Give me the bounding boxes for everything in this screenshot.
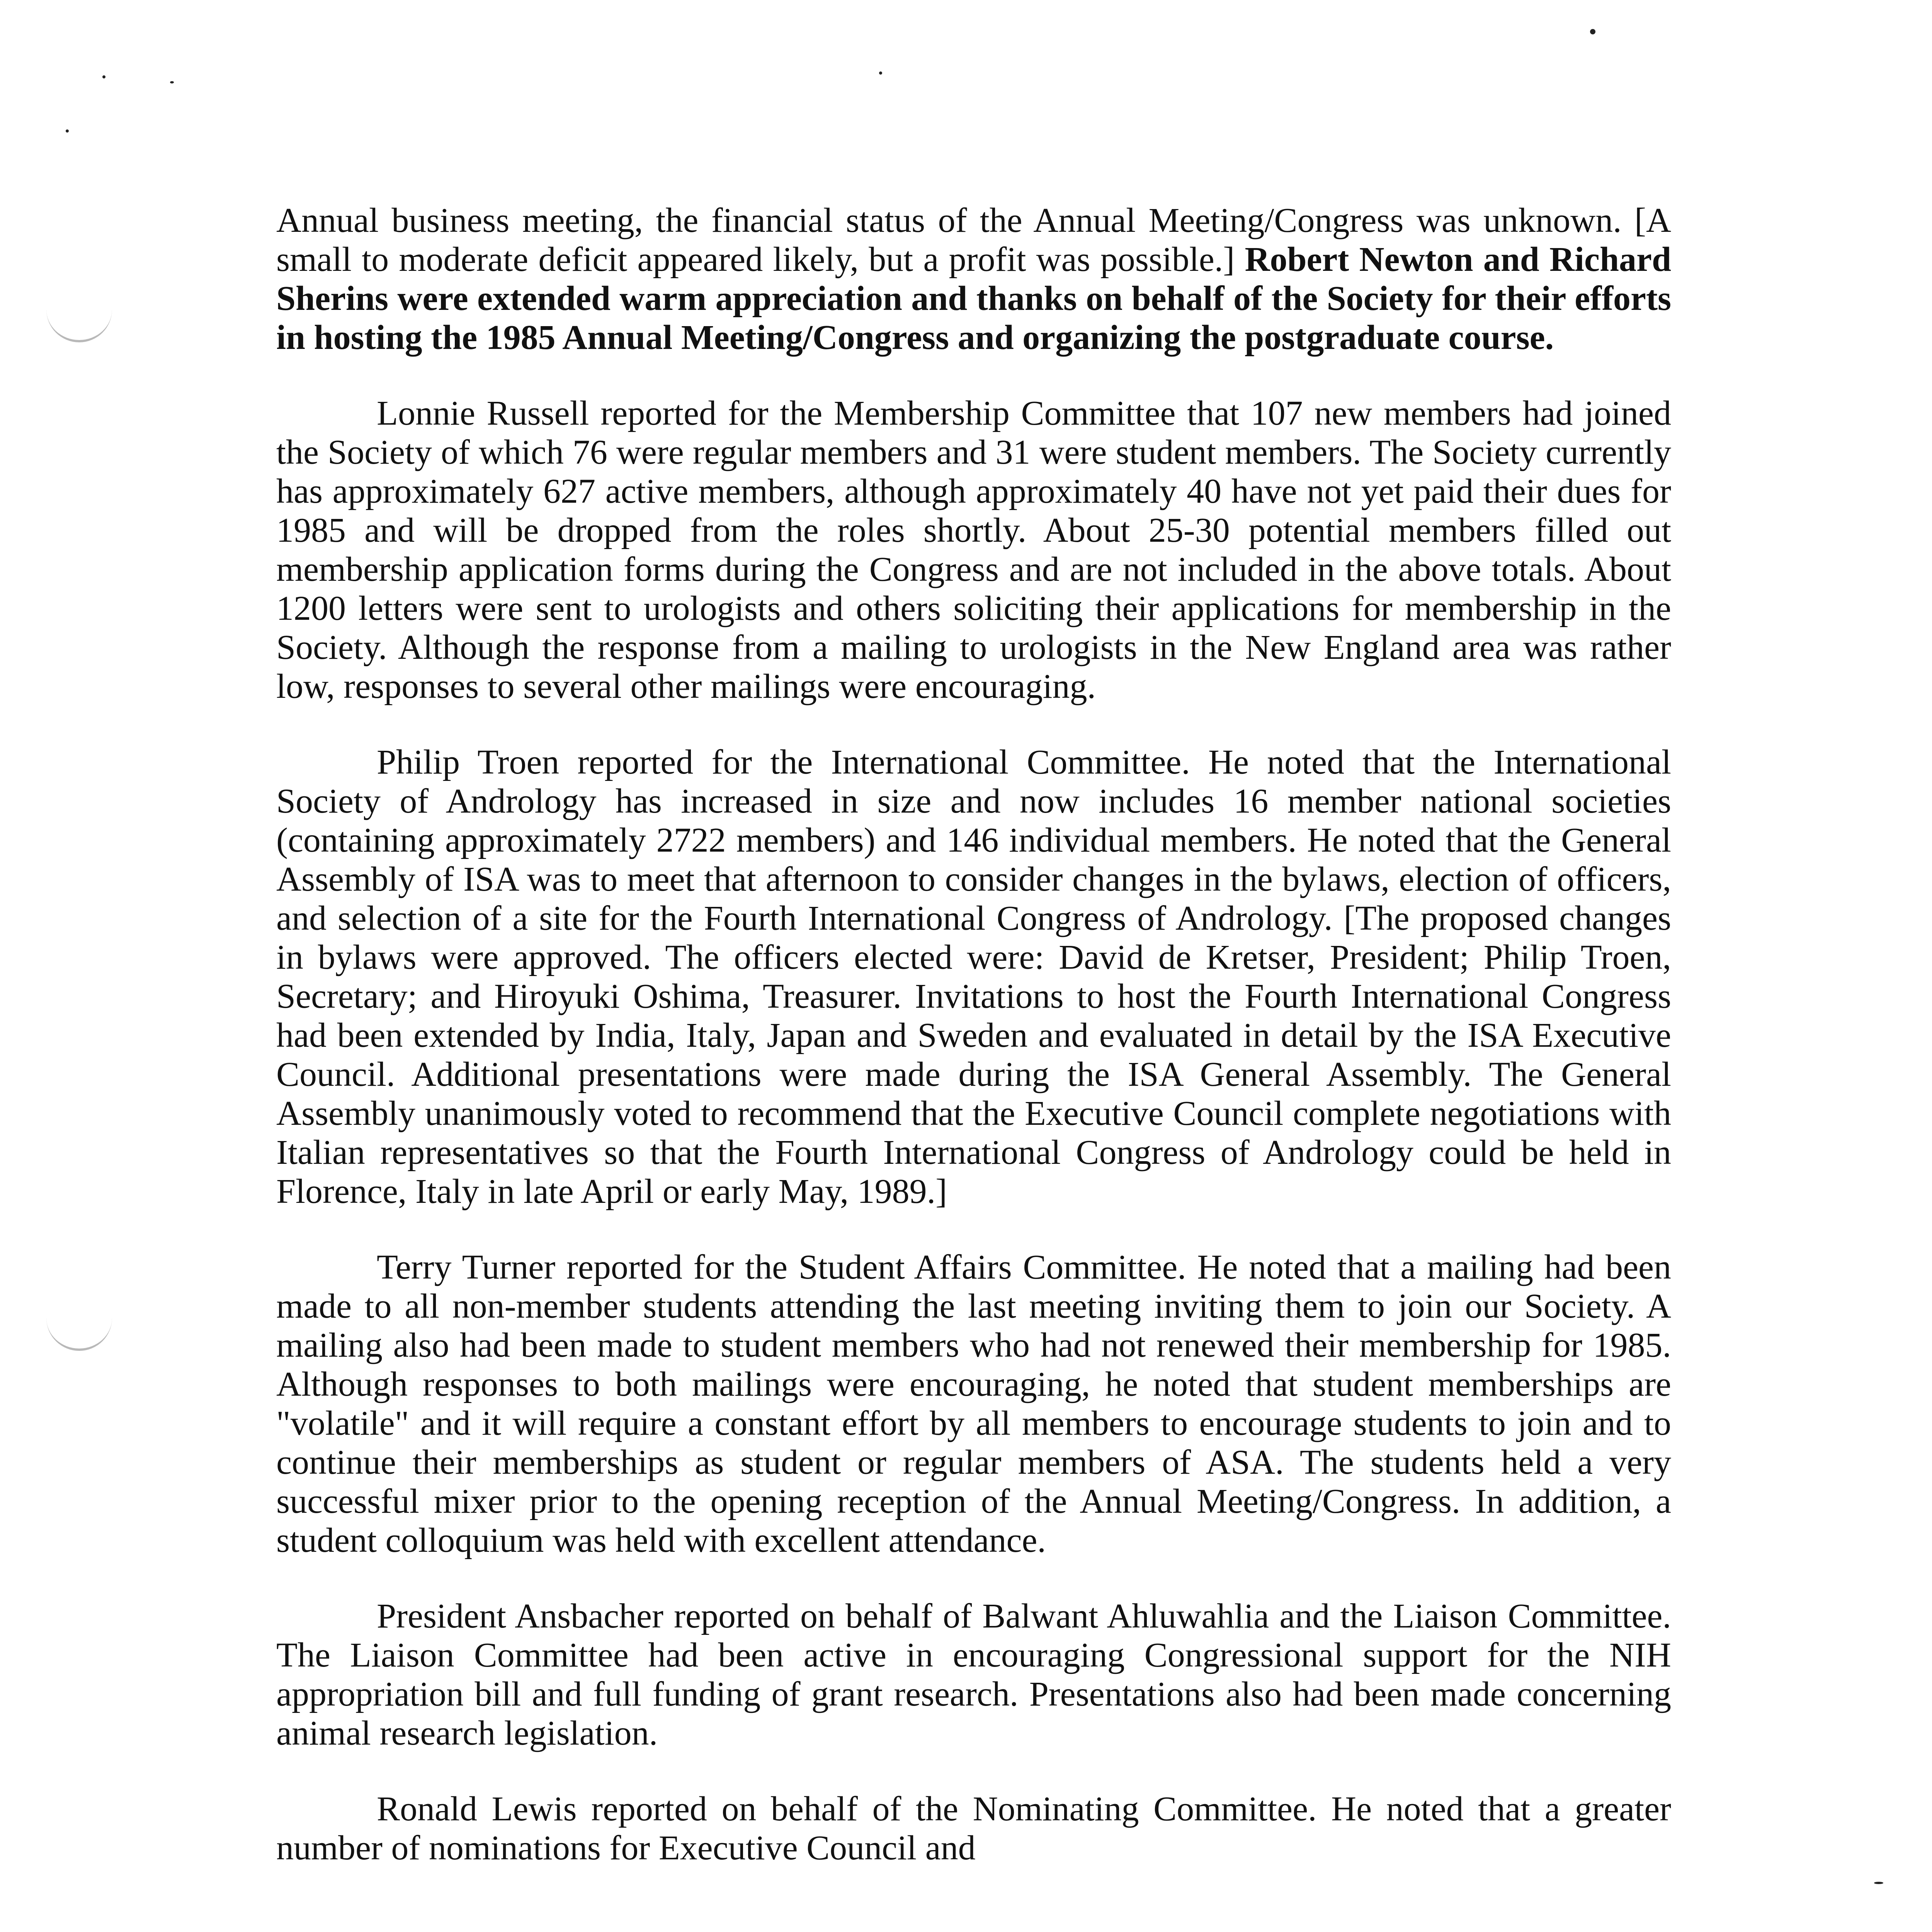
paragraph-text: Lonnie Russell reported for the Membership Committee that 107 new members had joined the Society of which 76 were regular members and 31 were student members. The Society currently has approximately 627 active members, although approximately 40 have not yet paid their dues for 1985 and will be dropped from the roles shortly. About 25-30 potential members filled out membership application forms during the Congress and are not included in the above totals. About 1200 letters were sent to urologists and others soliciting their applications for membership in the Society. Although the response from a mailing to urologists in the New England area was rather low, responses to several other mailings were encouraging. bbox=[276, 394, 1671, 706]
paragraph-text: Ronald Lewis reported on behalf of the Nominating Committee. He noted that a greater number of nominations for Executive Council and bbox=[276, 1790, 1671, 1867]
document-body bbox=[276, 201, 1671, 1904]
paragraph-annual-meeting-finances bbox=[276, 201, 1671, 357]
paragraph-text: Philip Troen reported for the International Committee. He noted that the International Society of Andrology has increased in size and now includes 16 member national societies (containing approximately 2722 members) and 146 individual members. He noted that the General Assembly of ISA was to meet that afternoon to consider changes in the bylaws, election of officers, and selection of a site for the Fourth International Congress of Andrology. [The proposed changes in bylaws were approved. The officers elected were: David de Kretser, President; Philip Troen, Secretary; and Hiroyuki Oshima, Treasurer. Invitations to host the Fourth International Congress had been extended by India, Italy, Japan and Sweden and evaluated in detail by the ISA Executive Council. Additional presentations were made during the ISA General Assembly. The General Assembly unanimously voted to recommend that the Executive Council complete negotiations with Italian representatives so that the Fourth International Congress of Andrology could be held in Florence, Italy in late April or early May, 1989.] bbox=[276, 743, 1671, 1211]
punch-hole-middle bbox=[46, 1314, 112, 1351]
paragraph-text: Annual business meeting, the financial status of the Annual Meeting/Congress was unknown. [A small to moderate deficit appeared likely, but a profit was possible.] bbox=[276, 201, 1671, 279]
scan-speck bbox=[1874, 1882, 1883, 1884]
paragraph-text: Terry Turner reported for the Student Affairs Committee. He noted that a mailing had been made to all non-member students attending the last meeting inviting them to join our Society. A mailing also had been made to student members who had not renewed their membership for 1985. Although responses to both mailings were encouraging, he noted that student memberships are "volatile" and it will require a constant effort by all members to encourage students to join and to continue their memberships as student or regular members of ASA. The students held a very successful mixer prior to the opening reception of the Annual Meeting/Congress. In addition, a student colloquium was held with excellent attendance. bbox=[276, 1248, 1671, 1560]
paragraph-membership-committee bbox=[276, 394, 1671, 706]
scan-speck bbox=[879, 71, 882, 75]
paragraph-international-committee bbox=[276, 743, 1671, 1211]
paragraph-nominating-committee bbox=[276, 1789, 1671, 1867]
punch-hole-top bbox=[46, 305, 112, 342]
paragraph-bold-text: Robert Newton and Richard Sherins were extended warm appreciation and thanks on behalf of the Society for their efforts in hosting the 1985 Annual Meeting/Congress and organizing the postgraduate course. bbox=[276, 240, 1672, 357]
paragraph-liaison-committee bbox=[276, 1597, 1671, 1753]
scan-speck bbox=[66, 129, 69, 133]
scan-speck bbox=[102, 75, 105, 78]
paragraph-text: President Ansbacher reported on behalf of Balwant Ahluwahlia and the Liaison Committee. The Liaison Committee had been active in encouraging Congressional support for the NIH appropriation bill and full funding of grant research. Presentations also had been made concerning animal research legislation. bbox=[276, 1597, 1671, 1752]
scan-speck bbox=[170, 81, 174, 83]
paragraph-student-affairs-committee bbox=[276, 1248, 1671, 1560]
scan-speck bbox=[1590, 29, 1595, 34]
